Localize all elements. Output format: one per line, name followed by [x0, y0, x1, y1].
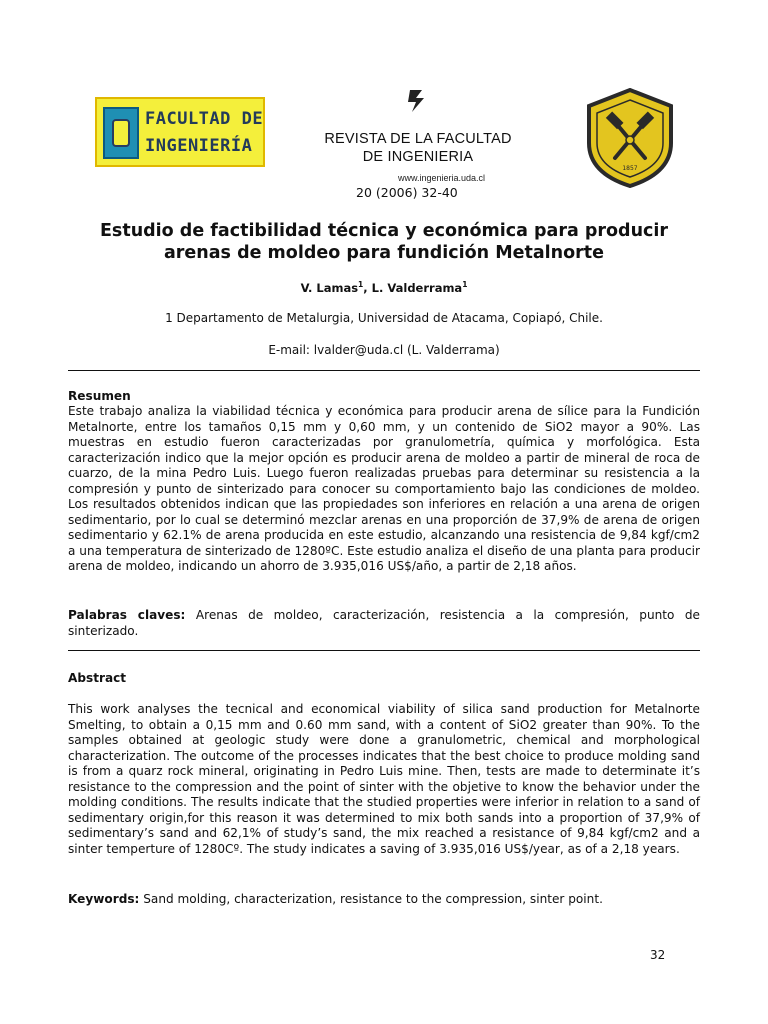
seal-year: 1857 [622, 165, 638, 172]
facultad-emblem-icon [103, 107, 139, 159]
abstract-body: This work analyses the tecnical and economical viability of silica sand production for Metalnorte Smelting, to obtain a 0,15 mm and 0.60 mm sand, with a content of SiO2 greater than 90%. To the samples obtained at geologic study were done a granulometric, chemical and morphological characterization. The outcome of the processes indicates that the best choice to produce molding sand is from a quarz rock mineral, originating in Pedro Luis mine. Then, tests are made to determinate it’s resistance to the compression and the point of sinter with the objetive to know the behavior under the molding conditions. The results indicate that the studied properties were inferior in relation to a sand of sedimentary origin,for this reason it was determined to mix both sands into a proportion of 37,9% of sedimentary’s sand and 62,1% of study’s sand, the mix reached a resistance of 9,84 kgf/cm2 and a sinter temperture of 1280Cº. The study indicates a saving of 3.935,016 US$/year, as of a 2,18 years. [68, 702, 700, 856]
author-2: L. Valderrama [371, 280, 463, 295]
logo-line-1: FACULTAD DE [145, 109, 264, 129]
journal-masthead [308, 90, 528, 190]
author-email: E-mail: lvalder@uda.cl (L. Valderrama) [268, 343, 500, 357]
article-title: Estudio de factibilidad técnica y económica para producir arenas de moldeo para fundición Metalnorte [99, 221, 669, 263]
resumen-body: Este trabajo analiza la viabilidad técnica y económica para producir arena de sílice para la Fundición Metalnorte, entre los tamaños 0,15 mm y 0,60 mm, y un contenido de SiO2 mayor a 90%. Las muestras en estudio fueron caracterizadas por granulometría, química y morfológica. Esta caracterización indico que la mejor opción es producir arena de moldeo a partir de mineral de roca de cuarzo, de la mina Pedro Luis. Luego fueron realizadas pruebas para determinar su resistencia a la compresión y punto de sinterizado para conocer su comportamiento bajo las condiciones de moldeo. Los resultados obtenidos indican que las propiedades son inferiores en relación a una arena de origen sedimentario, por lo cual se determinó mezclar arenas en una proporción de 37,9% de arena de origen sedimentario y 62.1% de arena producida en este estudio, alcanzando una resistencia de 9,84 kgf/cm2 a una temperatura de sinterizado de 1280ºC. Este estudio analiza el diseño de una planta para producir arena de moldeo, indicando un ahorro de 3.935,016 US$/año, a partir de 2,18 años. [68, 404, 700, 573]
logo-line-2: INGENIERÍA [145, 136, 253, 156]
author-1: V. Lamas [300, 280, 359, 295]
author-affiliation: 1 Departamento de Metalurgia, Universidad de Atacama, Copiapó, Chile. [165, 311, 603, 325]
resumen-keywords: Palabras claves: Arenas de moldeo, caracterización, resistencia a la compresión, punto de sinterizado. [68, 608, 700, 638]
university-seal-icon [585, 88, 675, 188]
abstract-heading: Abstract [68, 671, 127, 685]
journal-title: REVISTA DE LA FACULTAD DE INGENIERIA [324, 131, 512, 165]
divider-top [68, 370, 700, 371]
resumen-heading: Resumen [68, 389, 131, 403]
page-number: 32 [650, 948, 666, 962]
journal-mark-icon [408, 90, 426, 112]
article-authors: V. Lamas$^1$, L. Valderrama$^1$ [300, 280, 468, 295]
divider-middle [68, 650, 700, 651]
facultad-logo [95, 97, 265, 167]
journal-url: www.ingenieria.uda.cl [398, 173, 486, 183]
abstract-keywords: Keywords: Sand molding, characterization, resistance to the compression, sinter point. [68, 892, 603, 906]
issue-info: 20 (2006) 32-40 [356, 185, 458, 200]
